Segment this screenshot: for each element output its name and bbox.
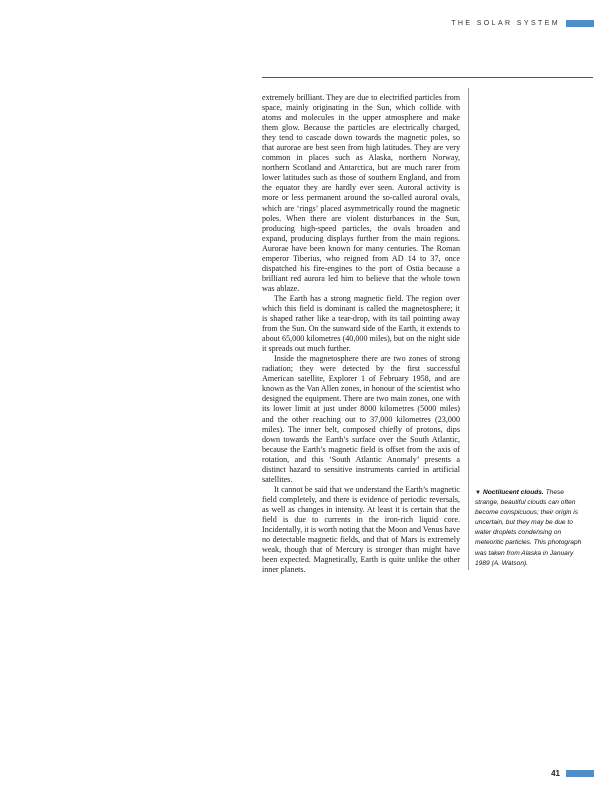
footer-accent-bar — [566, 770, 594, 777]
paragraph-1: extremely brilliant. They are due to electrified particles from space, mainly originating in the Sun, which collide with atoms and molecules in the upper atmosphere and make them glow. Because the particles are electrically charged, they tend to cascade down towards the magnetic poles, so that aurorae are best seen from high latitudes. They are very common in places such as Alaska, northern Norway, northern Scotland and Antarctica, but are much rarer from lower latitudes such as those of southern England, and from the equator they are hardly ever seen. Auroral activity is more or less permanent around the so-called auroral ovals, which are ‘rings’ placed asymmetrically round the magnetic poles. When there are violent disturbances in the Sun, producing high-speed particles, the ovals broaden and expand, producing displays further from the main regions. Aurorae have been known for many centuries. The Roman emperor Tiberius, who reigned from AD 14 to 37, once dispatched his fire-engines to the port of Ostia because a brilliant red aurora led him to believe that the whole town was ablaze. — [262, 93, 460, 293]
body-column — [262, 93, 460, 575]
down-triangle-icon: ▼ — [475, 490, 481, 496]
page-number: 41 — [551, 768, 560, 778]
top-rule — [262, 77, 593, 78]
caption-text: These strange, beautiful clouds can often become conspicuous; their origin is uncertain, but they may be due to water droplets condensing on meteoritic particles. This photograph was taken from Alaska in January 1989 (A. Watson). — [475, 489, 582, 567]
photo-caption — [475, 488, 587, 569]
page-footer — [551, 767, 594, 779]
paragraph-3: Inside the magnetosphere there are two zones of strong radiation; they were detected by the first successful American satellite, Explorer 1 of February 1958, and are known as the Van Allen zones, in honour of the scientist who designed the equipment. There are two main zones, one with its lower limit at just under 8000 kilometres (5000 miles) and the other reaching out to 37,000 kilometres (23,000 miles). The inner belt, composed chiefly of protons, dips down towards the Earth’s surface over the South Atlantic, because the Earth’s magnetic field is offset from the axis of rotation, and this ‘South Atlantic Anomaly’ presents a distinct hazard to sensitive instruments carried in artificial satellites. — [262, 354, 460, 484]
column-divider — [468, 88, 469, 570]
running-header — [451, 17, 594, 29]
paragraph-4: It cannot be said that we understand the Earth’s magnetic field completely, and there is evidence of periodic reversals, as well as changes in intensity. At least it is certain that the field is due to currents in the iron-rich liquid core. Incidentally, it is worth noting that the Moon and Venus have no detectable magnetic fields, and that of Mars is extremely weak, though that of Mercury is stronger than might have been expected. Magnetically, Earth is quite unlike the other inner planets. — [262, 484, 460, 575]
header-accent-bar — [566, 20, 594, 27]
paragraph-2: The Earth has a strong magnetic field. The region over which this field is dominant is called the magnetosphere; it is shaped rather like a tear-drop, with its tail pointing away from the Sun. On the sunward side of the Earth, it extends to about 65,000 kilometres (40,000 miles), but on the night side it spreads out much further. — [262, 293, 460, 354]
running-title: THE SOLAR SYSTEM — [451, 19, 560, 27]
caption-title: Noctilucent clouds. — [482, 489, 544, 496]
